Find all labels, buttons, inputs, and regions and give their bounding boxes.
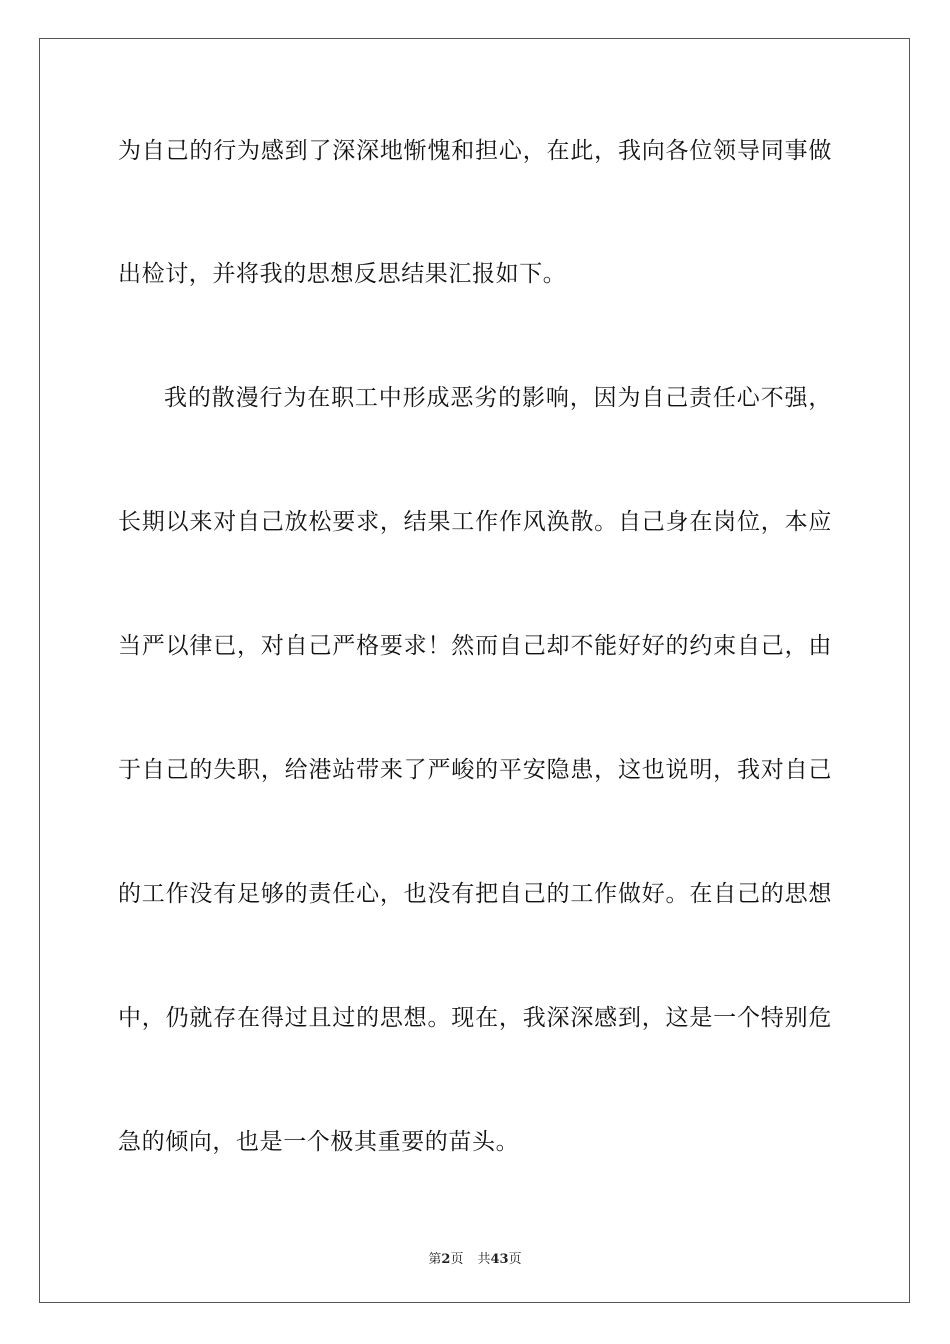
body-line-3: 我的散漫行为在职工中形成恶劣的影响，因为自己责任心不强， [164,385,832,411]
footer-page-prefix: 第 [428,1252,442,1267]
footer-total-prefix: 共 [477,1252,491,1267]
body-line-5: 当严以律已，对自己严格要求！然而自己却不能好好的约束自己，由 [118,633,832,659]
body-line-2: 出检讨，并将我的思想反思结果汇报如下。 [118,261,567,287]
body-line-4: 长期以来对自己放松要求，结果工作作风涣散。自己身在岗位，本应 [118,509,832,535]
body-line-1: 为自己的行为感到了深深地惭愧和担心，在此，我向各位领导同事做 [118,138,832,164]
footer-page-total: 43 [490,1252,509,1267]
page-footer [0,1248,950,1267]
footer-page-current: 2 [441,1252,451,1267]
page-frame [39,38,910,1303]
body-line-8: 中，仍就存在得过且过的思想。现在，我深深感到，这是一个特别危 [118,1005,832,1031]
footer-total-suffix: 页 [508,1252,522,1267]
body-line-7: 的工作没有足够的责任心，也没有把自己的工作做好。在自己的思想 [118,881,832,907]
body-line-9: 急的倾向，也是一个极其重要的苗头。 [118,1129,520,1155]
body-line-6: 于自己的失职，给港站带来了严峻的平安隐患，这也说明，我对自己 [118,757,832,783]
footer-page-suffix: 页 [450,1252,464,1267]
